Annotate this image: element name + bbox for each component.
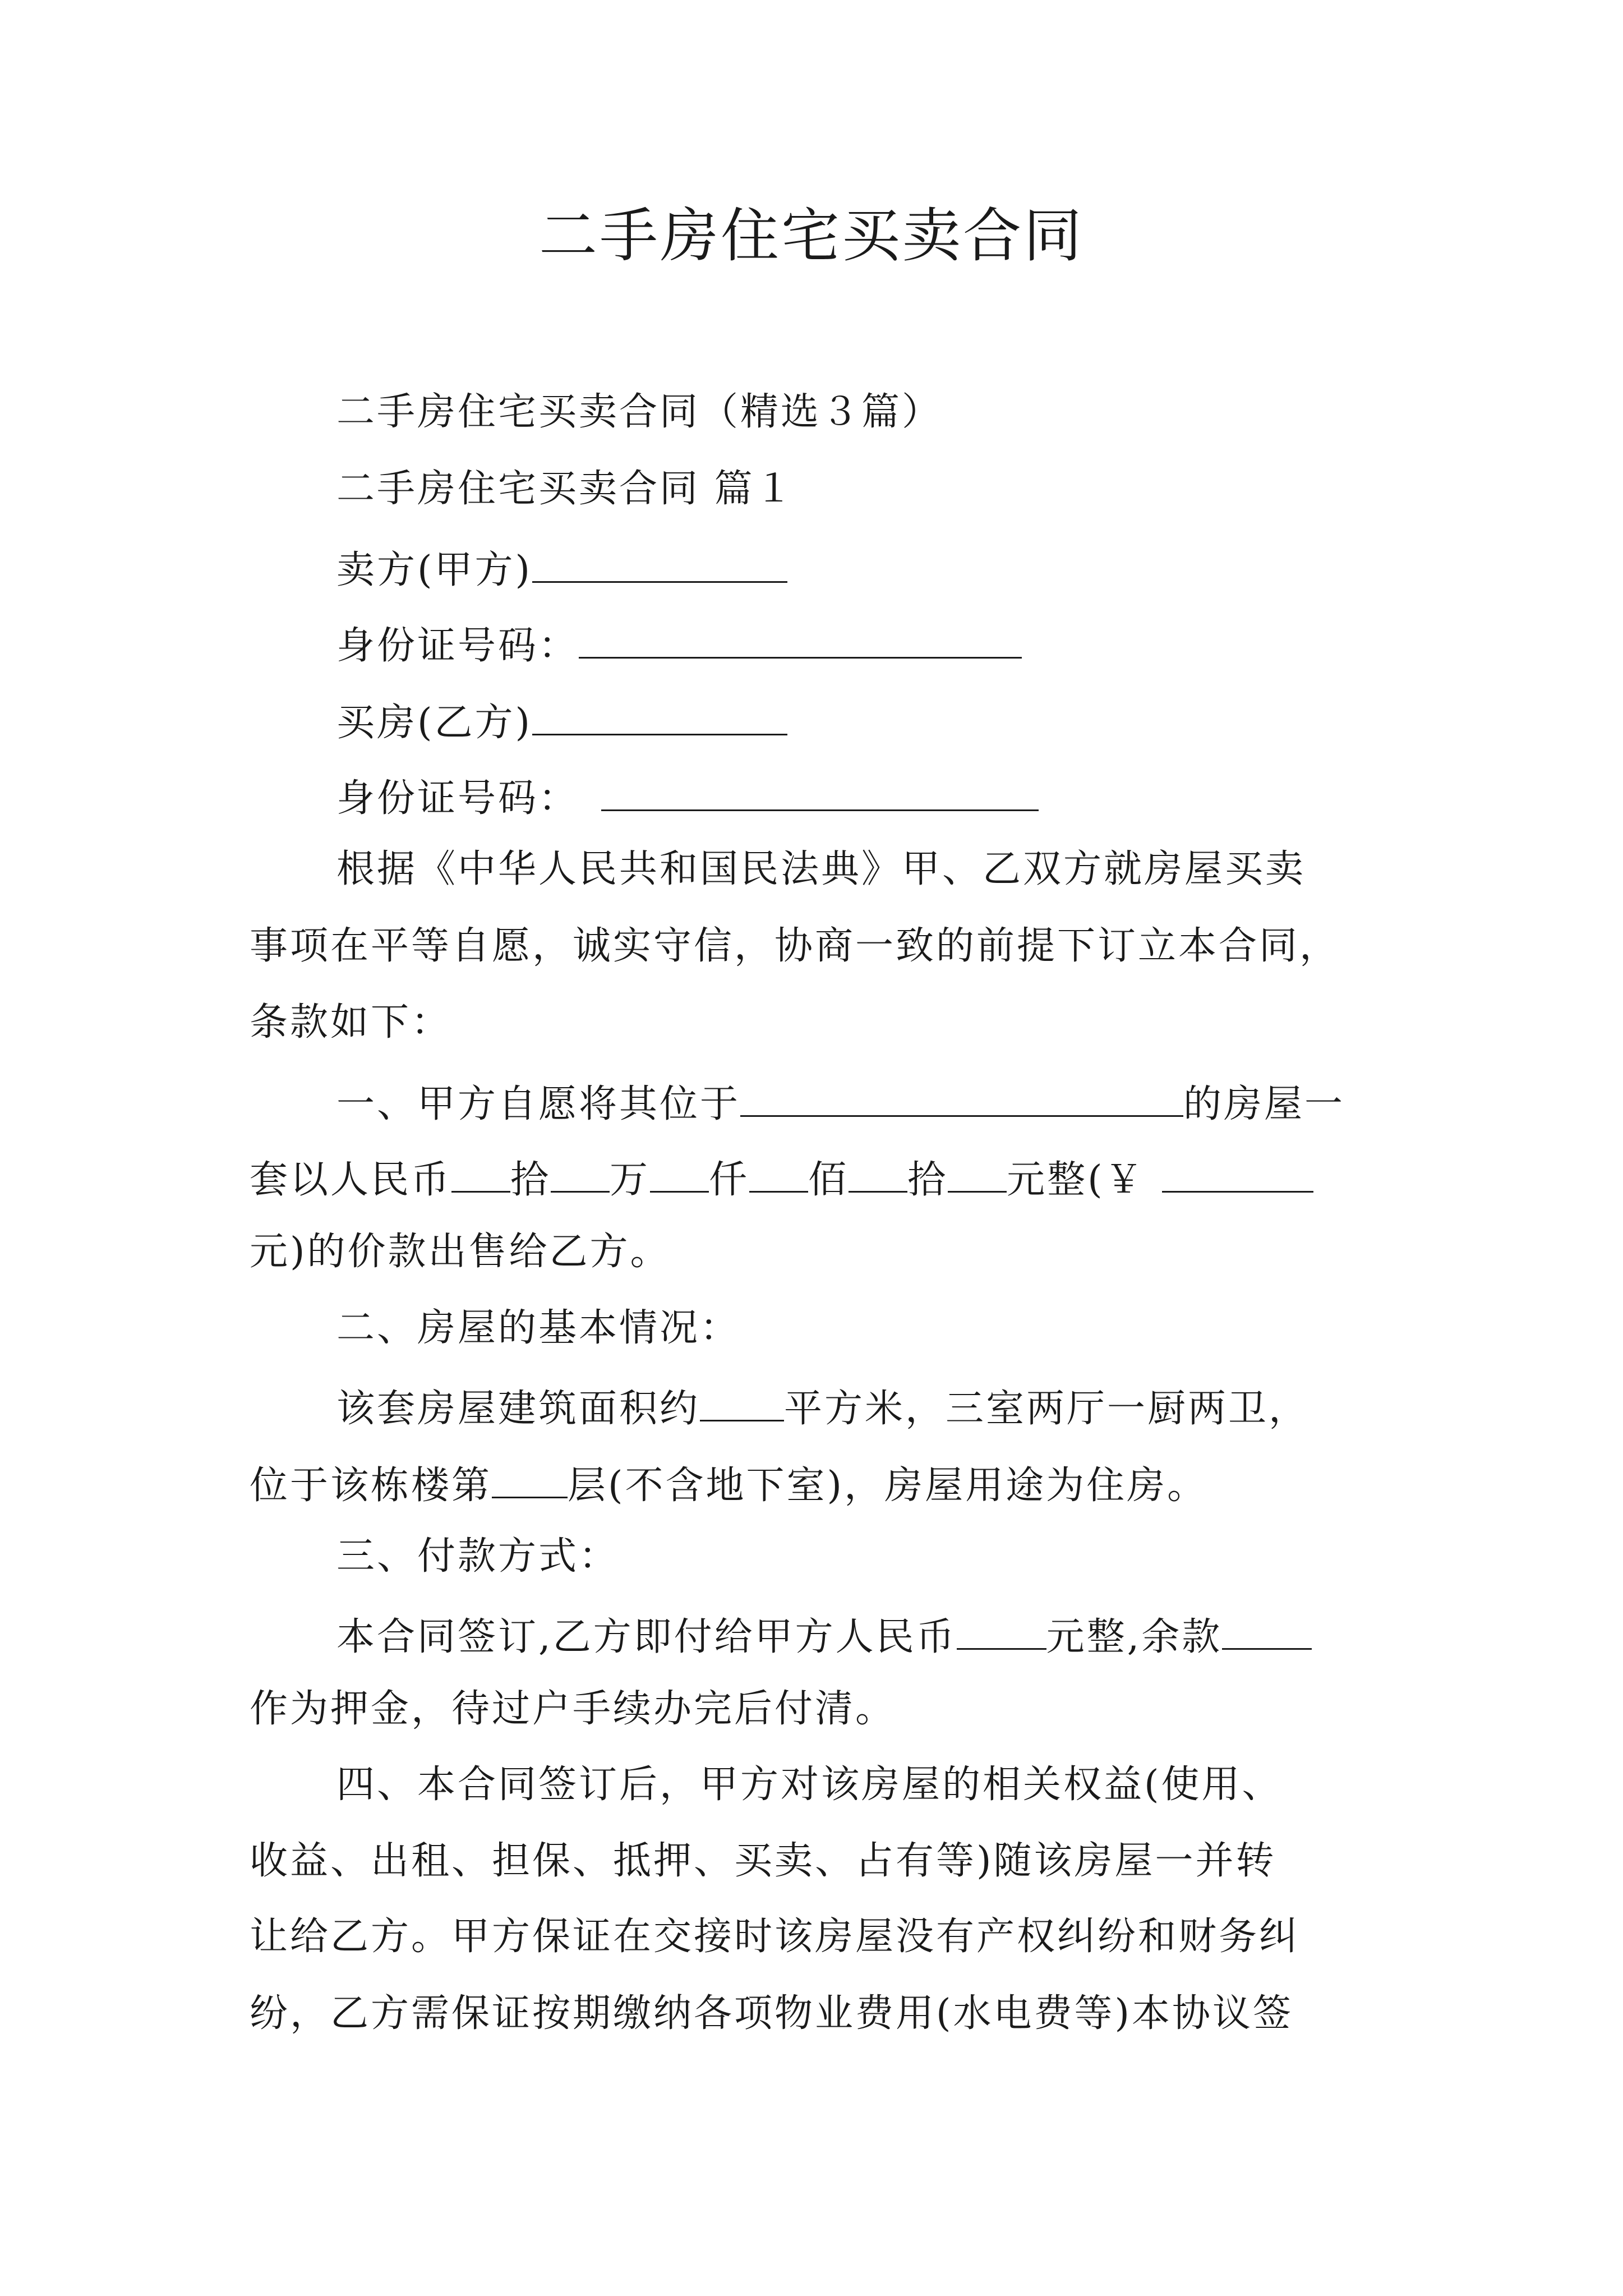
price-unit-yuan: 元整(￥ [1007, 1158, 1145, 1202]
clause1-line-3: 元)的价款出售给乙方。 [250, 1230, 671, 1274]
clause2-line-2 [250, 1453, 1207, 1514]
price-blank-2 [551, 1147, 610, 1193]
clause4-line-3: 让给乙方。甲方保证在交接时该房屋没有产权纠纷和财务纠 [250, 1915, 1300, 1959]
buyer-id-blank [601, 766, 1039, 811]
area-text: 该套房屋建筑面积约 [336, 1387, 700, 1431]
price-yen-blank [1162, 1147, 1313, 1193]
price-unit-shi: 拾 [510, 1158, 551, 1202]
seller-id-label: 身份证号码： [336, 624, 579, 668]
clause2-heading: 二、房屋的基本情况： [336, 1306, 741, 1350]
buyer-id-label: 身份证号码： [336, 776, 579, 821]
clause4-line-4: 纷，乙方需保证按期缴纳各项物业费用(水电费等)本协议签 [250, 1991, 1294, 2036]
price-blank-4 [749, 1147, 808, 1193]
area-unit-text: 平方米，三室两厅一厨两卫， [784, 1387, 1310, 1431]
price-blank-5 [849, 1147, 907, 1193]
price-unit-wan: 万 [610, 1158, 651, 1202]
buyer-line [336, 690, 787, 751]
buyer-id-line [336, 766, 1039, 827]
balance-blank [1222, 1604, 1312, 1650]
balance-text: 元整,余款 [1046, 1615, 1223, 1659]
price-unit-bai: 佰 [808, 1158, 849, 1202]
price-blank-1 [451, 1147, 510, 1193]
clause1-line-2 [250, 1147, 1313, 1208]
price-unit-shi-2: 拾 [907, 1158, 948, 1202]
floor-text: 位于该栋楼第 [250, 1464, 492, 1508]
clause4-line-2: 收益、出租、担保、抵押、买卖、占有等)随该房屋一并转 [250, 1839, 1276, 1883]
floor-unit-text: 层(不含地下室)，房屋用途为住房。 [568, 1464, 1208, 1508]
price-text-rmb: 套以人民币 [250, 1158, 452, 1202]
section-heading: 二手房住宅买卖合同 篇１ [336, 467, 795, 511]
clause1-text-b: 的房屋一 [1183, 1082, 1345, 1126]
clause3-line-2: 作为押金，待过户手续办完后付清。 [250, 1687, 896, 1731]
price-unit-qian: 仟 [709, 1158, 750, 1202]
seller-blank [532, 537, 787, 583]
payment-blank [957, 1604, 1046, 1650]
seller-id-line [336, 613, 1022, 674]
buyer-label: 买房(乙方) [336, 701, 533, 745]
intro-line-3: 条款如下： [250, 1000, 452, 1045]
intro-line-1: 根据《中华人民共和国民法典》甲、乙双方就房屋买卖 [336, 847, 1306, 891]
price-blank-6 [948, 1147, 1007, 1193]
intro-line-2: 事项在平等自愿，诚实守信，协商一致的前提下订立本合同， [250, 924, 1340, 968]
clause1-line-1 [336, 1071, 1345, 1133]
clause4-line-1: 四、本合同签订后，甲方对该房屋的相关权益(使用、 [336, 1763, 1283, 1807]
clause1-text-a: 一、甲方自愿将其位于 [336, 1082, 741, 1126]
clause3-heading: 三、付款方式： [336, 1534, 620, 1579]
document-title: 二手房住宅买卖合同 [538, 201, 1084, 270]
clause2-line-1 [336, 1376, 1309, 1437]
document-subtitle: 二手房住宅买卖合同（精选３篇） [336, 390, 943, 434]
area-blank [700, 1376, 784, 1421]
price-blank-3 [650, 1147, 709, 1193]
buyer-blank [532, 690, 787, 735]
clause3-line-1 [336, 1604, 1312, 1665]
seller-id-blank [579, 613, 1022, 659]
seller-line [336, 537, 787, 599]
payment-text: 本合同签订,乙方即付给甲方人民币 [336, 1615, 957, 1659]
floor-blank [492, 1453, 568, 1498]
location-blank [740, 1071, 1183, 1117]
seller-label: 卖方(甲方) [336, 548, 533, 592]
